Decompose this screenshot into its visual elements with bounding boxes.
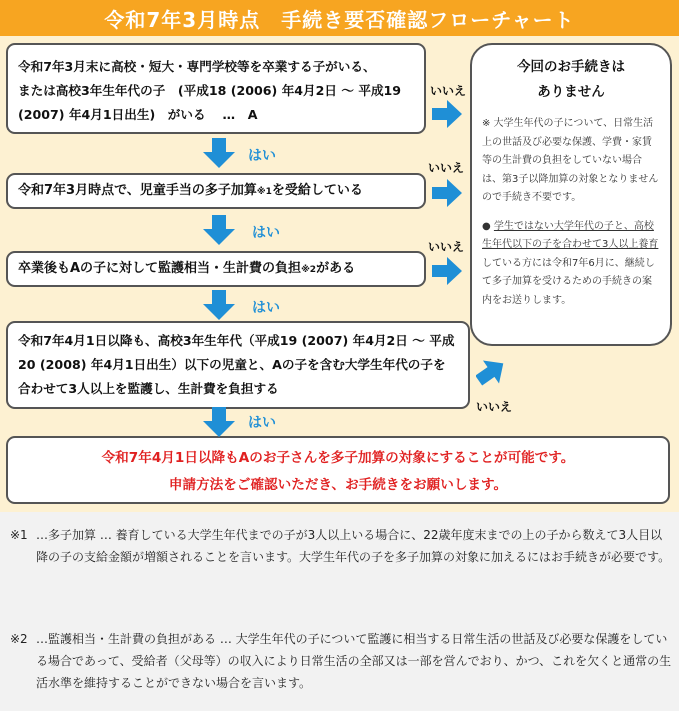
result-box-no-procedure <box>470 43 672 346</box>
condition-box-b <box>6 173 426 209</box>
condition-d-line3: 合わせて3人以上を監護し、生計費を負担する <box>18 381 279 396</box>
condition-box-c <box>6 251 426 287</box>
footnote-mark-1: ※1 <box>256 187 272 197</box>
no-procedure-note2 <box>482 218 660 311</box>
no-procedure-heading <box>482 55 660 105</box>
condition-c-text-end: がある <box>316 261 356 276</box>
condition-b-text-end: を受給している <box>271 183 363 198</box>
condition-d-line2: 20 (2008) 年4月1日出生）以下の児童と、Aの子を含む大学生年代の子を <box>18 357 446 372</box>
arrow-down-icon <box>202 407 236 437</box>
result-line1: 令和7年4月1日以降もAのお子さんを多子加算の対象にすることが可能です。 <box>101 450 575 466</box>
result-box-eligible <box>6 436 670 504</box>
bullet-icon: ● <box>482 220 494 232</box>
footnote-2-text: …監護相当・生計費の負担がある … 大学生年代の子について監護に相当する日常生活の世話及び必要な保護をしている場合であって、受給者（父母等）の収入により日常生活の全部又は一部を営んでおり、かつ、これを欠くと通常の生活水準を維持することができない場合を言います。 <box>36 632 672 690</box>
page-title: 令和7年3月時点 手続き要否確認フローチャート <box>0 0 679 36</box>
arrow-right-icon <box>432 257 462 285</box>
condition-d-line1: 令和7年4月1日以降も、高校3年生年代（平成19 (2007) 年4月2日 ～ 平成 <box>18 333 455 348</box>
arrow-diagonal-icon <box>476 358 506 386</box>
footnote-1-mark: ※1 <box>10 528 28 542</box>
no-procedure-note1: ※ 大学生年代の子について、日常生活上の世話及び必要な保護、学費・家賃等の生計費の負担をしていない場合は、第3子以降加算の対象となりませんので手続き不要です。 <box>482 118 659 203</box>
condition-b-text: 令和7年3月時点で、児童手当の多子加算 <box>18 183 257 198</box>
no-procedure-heading-line2: ありません <box>537 84 605 100</box>
note2-rest: している方には令和7年6月に、継続して多子加算を受けるための手続きの案内をお送りします。 <box>482 257 655 306</box>
yes-label-1: はい <box>248 148 276 164</box>
arrow-right-icon <box>432 100 462 128</box>
footnote-mark-2: ※2 <box>301 265 317 275</box>
no-label-3: いいえ <box>428 240 465 254</box>
arrow-down-icon <box>202 215 236 245</box>
arrow-down-icon <box>202 138 236 168</box>
arrow-right-icon <box>432 179 462 207</box>
arrow-down-icon <box>202 290 236 320</box>
condition-c-text: 卒業後もAの子に対して監護相当・生計費の負担 <box>18 261 302 276</box>
note2-underlined: 学生ではない大学年代の子と、高校生年代以下の子を合わせて3人以上養育 <box>482 220 659 250</box>
footnote-1 <box>0 524 679 594</box>
no-procedure-heading-line1: 今回のお手続きは <box>517 59 625 75</box>
condition-a-line2: または高校3年生年代の子 (平成18 (2006) 年4月2日 ～ 平成19 <box>18 83 402 98</box>
condition-a-line1: 令和7年3月末に高校・短大・専門学校等を卒業する子がいる、 <box>18 59 376 74</box>
no-label-1: いいえ <box>430 84 467 98</box>
condition-a-line3: (2007) 年4月1日出生) がいる … A <box>18 107 258 122</box>
condition-box-d <box>6 321 470 409</box>
yes-label-3: はい <box>252 300 280 316</box>
footnote-2 <box>0 628 679 698</box>
yes-label-2: はい <box>252 225 280 241</box>
footnote-1-text: …多子加算 … 養育している大学生年代までの子が3人以上いる場合に、22歳年度末までの上の子から数えて3人目以降の子の支給金額が増額されることを言います。大学生年代の子を多子加算の対象に加えるにはお手続きが必要です。 <box>36 528 671 564</box>
no-label-4: いいえ <box>476 400 513 414</box>
result-line2: 申請方法をご確認いただき、お手続きをお願いします。 <box>168 477 508 493</box>
yes-label-4: はい <box>248 415 276 431</box>
footnote-2-mark: ※2 <box>10 632 28 646</box>
no-label-2: いいえ <box>428 161 465 175</box>
condition-box-a <box>6 43 426 134</box>
